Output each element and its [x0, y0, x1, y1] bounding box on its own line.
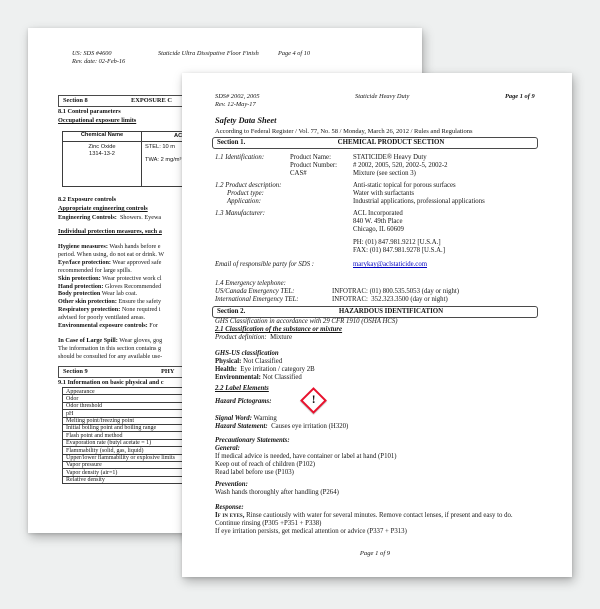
- sub-physical-info: 9.1 Information on basic physical and c: [58, 379, 164, 386]
- hazard-pictograms-label: Hazard Pictograms:: [215, 398, 272, 405]
- response-statement-line: Continue rinsing (P305 +P351 + P338): [215, 520, 322, 527]
- ghs-classification-line: Health: Eye irritation / category 2B: [215, 366, 315, 373]
- product-type-value: Water with surfactants: [353, 190, 414, 197]
- response-block: [215, 504, 560, 536]
- manufacturer-label: 1.3 Manufacturer:: [215, 210, 265, 217]
- identification-block: [215, 154, 555, 178]
- ghs-classification-line: Physical: Not Classified: [215, 358, 283, 365]
- prevention-statement-line: Wash hands thoroughly after handling (P264): [215, 489, 339, 496]
- description-block: [215, 182, 555, 206]
- section9-title: PHY: [161, 368, 175, 376]
- general-statement-line: Read label before use (P103): [215, 469, 294, 476]
- signal-word-label: Signal Word:: [215, 415, 252, 422]
- ghs-note: GHS Classification in accordance with 29 CFR 1910 (OSHA HCS): [215, 318, 398, 325]
- property-row: Vapor pressure: [62, 461, 392, 469]
- protection-measures-paragraph: [58, 243, 164, 330]
- emergency-value: INFOTRAC: 352.323.3500 (day or night): [332, 296, 448, 303]
- sub21-heading: 2.1 Classification of the substance or mixture: [215, 326, 343, 333]
- doc-rev-date: Rev. date: 02-Feb-16: [72, 57, 126, 65]
- prevention-title: Prevention:: [215, 481, 248, 488]
- precautionary-title: Precautionary Statements:: [215, 437, 290, 444]
- doc-title: Staticide Heavy Duty: [355, 93, 410, 100]
- protection-line: Eye/face protection: Wear approved safe: [58, 258, 162, 266]
- section8-label: Section 8: [63, 97, 88, 105]
- identification-row: [215, 170, 555, 178]
- response-statement-line: If eye irritation persists, get medical attention or advice (P337 + P313): [215, 528, 407, 535]
- doc-id: US: SDS #4600: [72, 50, 112, 57]
- ghs-us-title: GHS-US classification: [215, 350, 279, 357]
- property-row: Evaporation rate (butyl acetate = 1): [62, 439, 392, 447]
- application-value: Industrial applications, professional applications: [353, 198, 485, 205]
- product-definition-value: Mixture: [266, 334, 292, 341]
- general-statement-line: Keep out of reach of children (P102): [215, 461, 316, 468]
- description-label: 1.2 Product description:: [215, 182, 282, 189]
- ghs-classification-line: Environmental: Not Classified: [215, 374, 302, 381]
- general-title: General:: [215, 445, 240, 452]
- field-value: STATICIDE® Heavy Duty: [353, 154, 427, 161]
- chemical-name: Zinc Oxide: [88, 144, 116, 150]
- prevention-block: [215, 481, 555, 497]
- emergency-block: [215, 280, 555, 304]
- protection-line: advised for poorly ventilated areas.: [58, 314, 146, 322]
- page-footer: Page 1 of 9: [359, 550, 391, 557]
- classification-block: [215, 318, 555, 342]
- protection-line: Hygiene measures: Wash hands before e: [58, 243, 161, 250]
- property-row: Flammability (solid, gas, liquid): [62, 446, 392, 454]
- page-number: Page 4 of 10: [278, 50, 311, 57]
- phone-block: [353, 239, 445, 255]
- responsible-party-email-link[interactable]: marykay@aclstaticide.com: [353, 261, 428, 268]
- back-page-header: [72, 50, 412, 66]
- exclamation-glyph: !: [311, 393, 316, 406]
- section2-header: [212, 306, 538, 318]
- spill-line: In Case of Large Spill: Wear gloves, gog: [58, 337, 163, 344]
- property-row: pH: [62, 409, 392, 417]
- description-value: Anti-static topical for porous surfaces: [353, 182, 456, 189]
- hazard-statement-label: Hazard Statement:: [215, 423, 268, 430]
- protection-line: Hand protection: Gloves Recommended: [58, 282, 162, 290]
- field-key: Product Name:: [290, 154, 331, 161]
- engineering-controls-line: Engineering Controls: Showers. Eyewa: [58, 214, 162, 221]
- page-number: Page 1 of 9: [505, 93, 535, 100]
- twa-value: TWA: 2 mg/m³: [145, 157, 182, 164]
- property-row: Relative density: [62, 476, 392, 484]
- emergency-row: [215, 296, 555, 304]
- sub22-heading: 2.2 Label Elements: [215, 385, 269, 392]
- spill-line: should be consulted for any available use-: [58, 352, 163, 360]
- sub-occupational-limits: Occupational exposure limits: [58, 117, 137, 124]
- general-statement-line: If medical advice is needed, have container or label at hand (P101): [215, 453, 397, 460]
- hazard-statement-line: Hazard Statement: Causes eye irritation (H320): [215, 423, 349, 430]
- property-row: Melting point/freezing point: [62, 417, 392, 425]
- stel-value: STEL: 10 m: [145, 144, 176, 150]
- protection-line: recommended for large spills.: [58, 266, 132, 274]
- sub-control-parameters: 8.1 Control parameters: [58, 108, 121, 115]
- property-row: Odor threshold: [62, 402, 392, 410]
- chemical-cas: 1314-13-2: [89, 150, 115, 157]
- emergency-key: International Emergency TEL:: [215, 296, 299, 303]
- emergency-row: [215, 288, 555, 296]
- phone-line: FAX: (01) 847.981.9278 [U.S.A.]: [353, 247, 446, 254]
- identification-row: [215, 162, 555, 170]
- sub-exposure-controls: 8.2 Exposure controls: [58, 196, 117, 203]
- section9-label: Section 9: [63, 368, 88, 376]
- property-row: Odor: [62, 394, 392, 402]
- section8-title: EXPOSURE C: [131, 97, 173, 105]
- doc-rev-date: Rev. 12-May-17: [215, 101, 256, 108]
- property-row: Initial boiling point and boiling range: [62, 424, 392, 432]
- protection-line: Environmental exposure controls: For: [58, 322, 160, 330]
- field-value: # 2002, 2005, 520, 2002-5, 2002-2: [353, 162, 448, 169]
- property-row: Upper/lower flammability or explosive limits: [62, 454, 392, 462]
- col-acgih: AC: [174, 133, 183, 140]
- field-value: Mixture (see section 3): [353, 170, 416, 177]
- field-key: Product Number:: [290, 162, 338, 169]
- response-title: Response:: [215, 504, 244, 511]
- email-label: Email of responsible party for SDS :: [215, 261, 315, 268]
- section2-label: Section 2.: [217, 308, 246, 315]
- spill-line: The information in this section contains g: [58, 344, 162, 352]
- doc-id: SDS# 2002, 2005: [215, 93, 260, 100]
- protection-line: Skin protection: Wear protective work cl: [58, 274, 162, 282]
- manufacturer-address: [353, 210, 404, 234]
- address-line: 840 W. 49th Place: [353, 218, 403, 225]
- signal-word-block: [215, 415, 555, 431]
- emergency-label: 1.4 Emergency telephone:: [215, 280, 286, 287]
- protection-line: Respiratory protection: None required i: [58, 306, 161, 314]
- col-chemical-name: Chemical Name: [63, 132, 142, 141]
- front-page-header: [215, 93, 538, 109]
- protection-line: Other skin protection: Ensure the safety: [58, 298, 162, 306]
- property-row: Flash point and method: [62, 431, 392, 439]
- response-statement-line: If in eyes, Rinse cautiously with water for several minutes. Remove contact lenses, if present and easy to do.: [215, 512, 513, 519]
- sub-individual-protection: Individual protection measures, such a: [58, 228, 162, 235]
- identification-label: 1.1 Identification:: [215, 154, 265, 161]
- phone-line: PH: (01) 847.981.9212 [U.S.A.]: [353, 239, 441, 246]
- chemical-cell: [63, 142, 142, 186]
- address-line: ACL Incorporated: [353, 210, 403, 217]
- product-definition-line: [215, 334, 555, 342]
- federal-register-subtitle: According to Federal Register / Vol. 77, No. 58 / Monday, March 26, 2012 / Rules and Regulations: [215, 128, 473, 135]
- doc-title: Staticide Ultra Dissipative Floor Finish: [158, 50, 259, 57]
- property-row: Vapor density (air=1): [62, 468, 392, 476]
- emergency-key: US/Canada Emergency TEL:: [215, 288, 295, 295]
- property-row: Appearance: [62, 387, 392, 395]
- engineering-controls-label: Engineering Controls:: [58, 214, 117, 221]
- field-key: CAS#: [290, 170, 307, 177]
- protection-line: period. When using, do not eat or drink. W: [58, 250, 165, 258]
- precautionary-block: [215, 437, 555, 477]
- identification-row: [215, 154, 555, 162]
- ghs-us-block: [215, 350, 555, 382]
- safety-data-sheet-title: Safety Data Sheet: [215, 116, 277, 125]
- large-spill-paragraph: [58, 337, 162, 361]
- protection-line: Body protection Wear lab coat.: [58, 290, 138, 298]
- sub-engineering-controls: Appropriate engineering controls: [58, 205, 148, 212]
- signal-word-line: Signal Word: Warning: [215, 415, 277, 422]
- address-line: Chicago, IL 60609: [353, 226, 404, 233]
- product-type-label: Product type:: [227, 190, 264, 197]
- application-label: Application:: [227, 198, 261, 205]
- front-page-sds: [182, 73, 572, 577]
- emergency-value: INFOTRAC: (01) 800.535.5053 (day or night): [332, 288, 460, 295]
- section1-title: CHEMICAL PRODUCT SECTION: [337, 139, 445, 146]
- section1-label: Section 1.: [217, 139, 246, 146]
- product-definition-label: Product definition:: [215, 334, 267, 341]
- section1-header: [212, 137, 538, 149]
- ghs07-exclamation-pictogram-icon: [300, 387, 327, 414]
- section2-title: HAZARDOUS IDENTIFICATION: [338, 308, 444, 315]
